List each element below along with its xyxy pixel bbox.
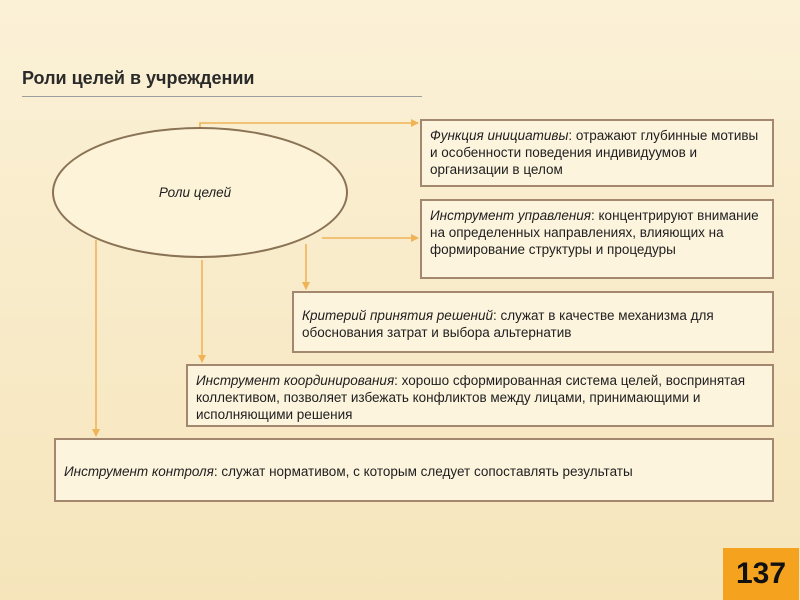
- role-term: Критерий принятия решений: [302, 308, 493, 323]
- role-term: Инструмент координирования: [196, 373, 395, 388]
- role-description: : концентрируют внимание на определенных направлениях, влияющих на формирование структуры и процедуры: [430, 208, 759, 257]
- center-node-label: Роли целей: [158, 185, 232, 200]
- slide-title: Роли целей в учреждении: [22, 68, 255, 88]
- role-box-initiative: [420, 119, 774, 187]
- role-term: Функция инициативы: [430, 128, 569, 143]
- role-description: : служат в качестве механизма для обоснования затрат и выбора альтернатив: [302, 308, 714, 340]
- role-description: : служат нормативом, с которым следует сопоставлять результаты: [213, 464, 633, 479]
- role-box-management: [420, 199, 774, 279]
- role-box-decision-criterion: [292, 291, 774, 353]
- role-box-coordination: [186, 364, 774, 427]
- center-node-ellipse: [52, 127, 348, 258]
- arrow-to-initiative: [200, 123, 418, 127]
- role-box-control: [54, 438, 774, 502]
- role-description: : отражают глубинные мотивы и особенности поведения индивидуумов и организации в целом: [430, 128, 759, 177]
- role-term: Инструмент управления: [430, 208, 591, 223]
- role-term: Инструмент контроля: [64, 464, 214, 479]
- role-description: : хорошо сформированная система целей, воспринятая коллективом, позволяет избежать конфликтов между лицами, принимающими и исполняющими решения: [196, 373, 746, 422]
- page-number-badge: 137: [723, 548, 799, 600]
